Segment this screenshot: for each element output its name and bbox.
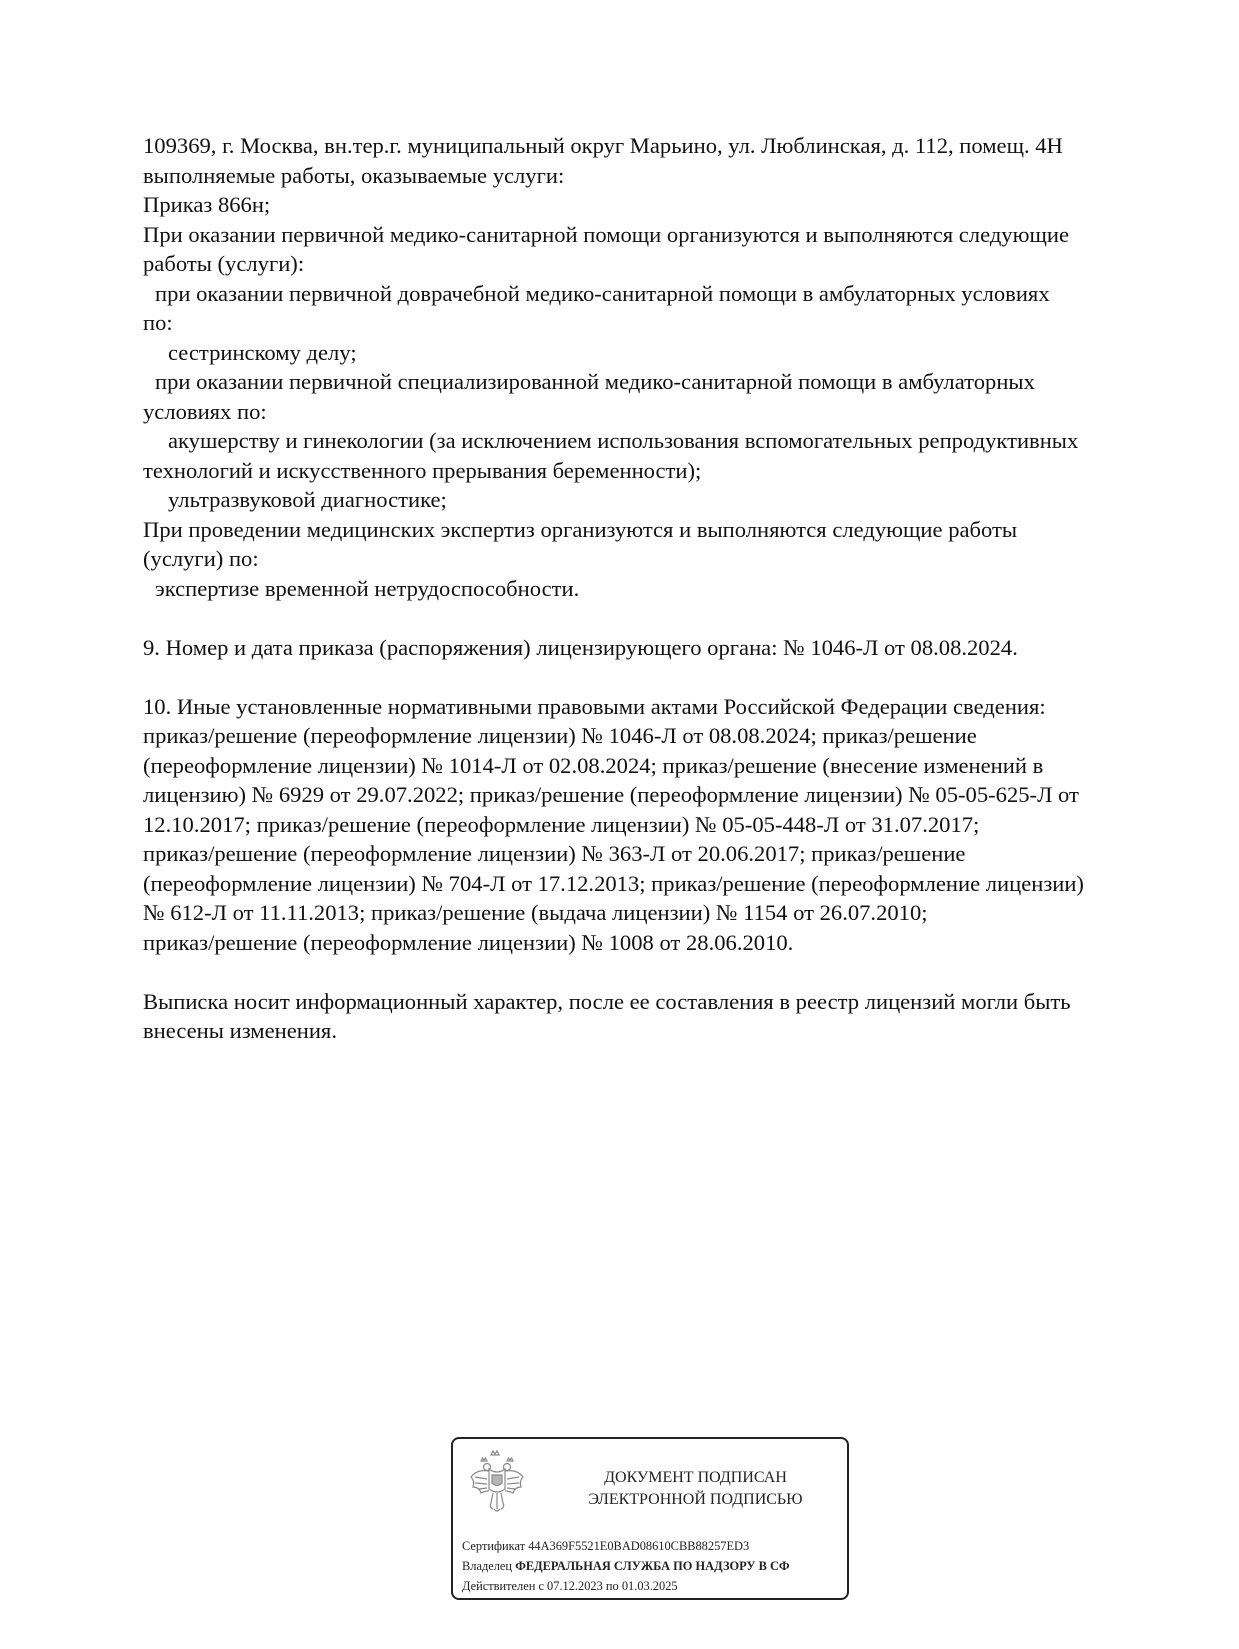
- paragraph-gap: [143, 603, 1163, 633]
- owner-value: ФЕДЕРАЛЬНАЯ СЛУЖБА ПО НАДЗОРУ В СФ: [515, 1559, 790, 1573]
- primary-care-line: работы (услуги):: [143, 251, 305, 276]
- prehospital-care-line: при оказании первичной доврачебной медико-санитарной помощи в амбулаторных условиях: [155, 280, 1050, 306]
- document-body: [143, 131, 1163, 1046]
- section-10-line: приказ/решение (переоформление лицензии) № 1046-Л от 08.08.2024; приказ/решение: [143, 723, 977, 748]
- stamp-title-line: ДОКУМЕНТ ПОДПИСАН: [604, 1469, 787, 1486]
- prehospital-care-line: по:: [143, 310, 173, 335]
- service-item: акушерству и гинекологии (за исключением использования вспомогательных репродуктивных: [168, 428, 1079, 453]
- service-item: сестринскому делу;: [168, 339, 357, 365]
- service-item: ультразвуковой диагностике;: [168, 487, 447, 512]
- disclaimer-line: внесены изменения.: [143, 1018, 337, 1043]
- section-10-line: лицензию) № 6929 от 29.07.2022; приказ/решение (переоформление лицензии) № 05-05-625-Л от: [143, 782, 1079, 807]
- certificate-label: Сертификат: [462, 1539, 526, 1553]
- primary-care-line: При оказании первичной медико-санитарной помощи организуются и выполняются следующие: [143, 221, 1070, 247]
- expertise-line: (услуги) по:: [143, 546, 259, 571]
- address-line: 109369, г. Москва, вн.тер.г. муниципальный округ Марьино, ул. Люблинская, д. 112, помещ. 4Н: [143, 133, 1063, 158]
- validity-row: Действителен с 07.12.2023 по 01.03.2025: [462, 1579, 678, 1593]
- certificate-value: 44A369F5521E0BAD08610CBB88257ED3: [528, 1539, 750, 1553]
- owner-row: [462, 1556, 790, 1576]
- specialized-care-line: при оказании первичной специализированной медико-санитарной помощи в амбулаторных: [155, 369, 1035, 394]
- section-9: 9. Номер и дата приказа (распоряжения) лицензирующего органа: № 1046-Л от 08.08.2024.: [143, 634, 1018, 660]
- expertise-line: При проведении медицинских экспертиз организуются и выполняются следующие работы: [143, 516, 1018, 542]
- electronic-signature-stamp: [451, 1437, 849, 1600]
- paragraph-gap: [143, 957, 1163, 987]
- services-heading: выполняемые работы, оказываемые услуги:: [143, 162, 565, 188]
- section-10-line: 12.10.2017; приказ/решение (переоформление лицензии) № 05-05-448-Л от 31.07.2017;: [143, 811, 980, 837]
- stamp-title-line: ЭЛЕКТРОННОЙ ПОДПИСЬЮ: [588, 1491, 803, 1508]
- specialized-care-line: условиях по:: [143, 398, 267, 424]
- section-10-line: № 612-Л от 11.11.2013; приказ/решение (выдача лицензии) № 1154 от 26.07.2010;: [143, 900, 928, 925]
- stamp-details: [462, 1536, 790, 1596]
- order-reference: Приказ 866н;: [143, 192, 271, 217]
- disclaimer-line: Выписка носит информационный характер, после ее составления в реестр лицензий могли быть: [143, 988, 1071, 1014]
- owner-label: Владелец: [462, 1559, 513, 1573]
- section-10-line: (переоформление лицензии) № 1014-Л от 02.08.2024; приказ/решение (внесение изменений в: [143, 752, 1044, 778]
- section-10-line: приказ/решение (переоформление лицензии) № 1008 от 28.06.2010.: [143, 929, 794, 955]
- service-item: экспертизе временной нетрудоспособности.: [155, 575, 580, 601]
- service-item: технологий и искусственного прерывания беременности);: [143, 457, 702, 483]
- section-10-heading: 10. Иные установленные нормативными правовыми актами Российской Федерации сведения:: [143, 693, 1046, 719]
- certificate-row: [462, 1536, 790, 1556]
- section-10-line: приказ/решение (переоформление лицензии) № 363-Л от 20.06.2017; приказ/решение: [143, 841, 966, 866]
- paragraph-gap: [143, 662, 1163, 692]
- stamp-title: [553, 1467, 838, 1511]
- section-10-line: (переоформление лицензии) № 704-Л от 17.12.2013; приказ/решение (переоформление лицензии): [143, 870, 1084, 896]
- coat-of-arms-icon: [467, 1447, 527, 1517]
